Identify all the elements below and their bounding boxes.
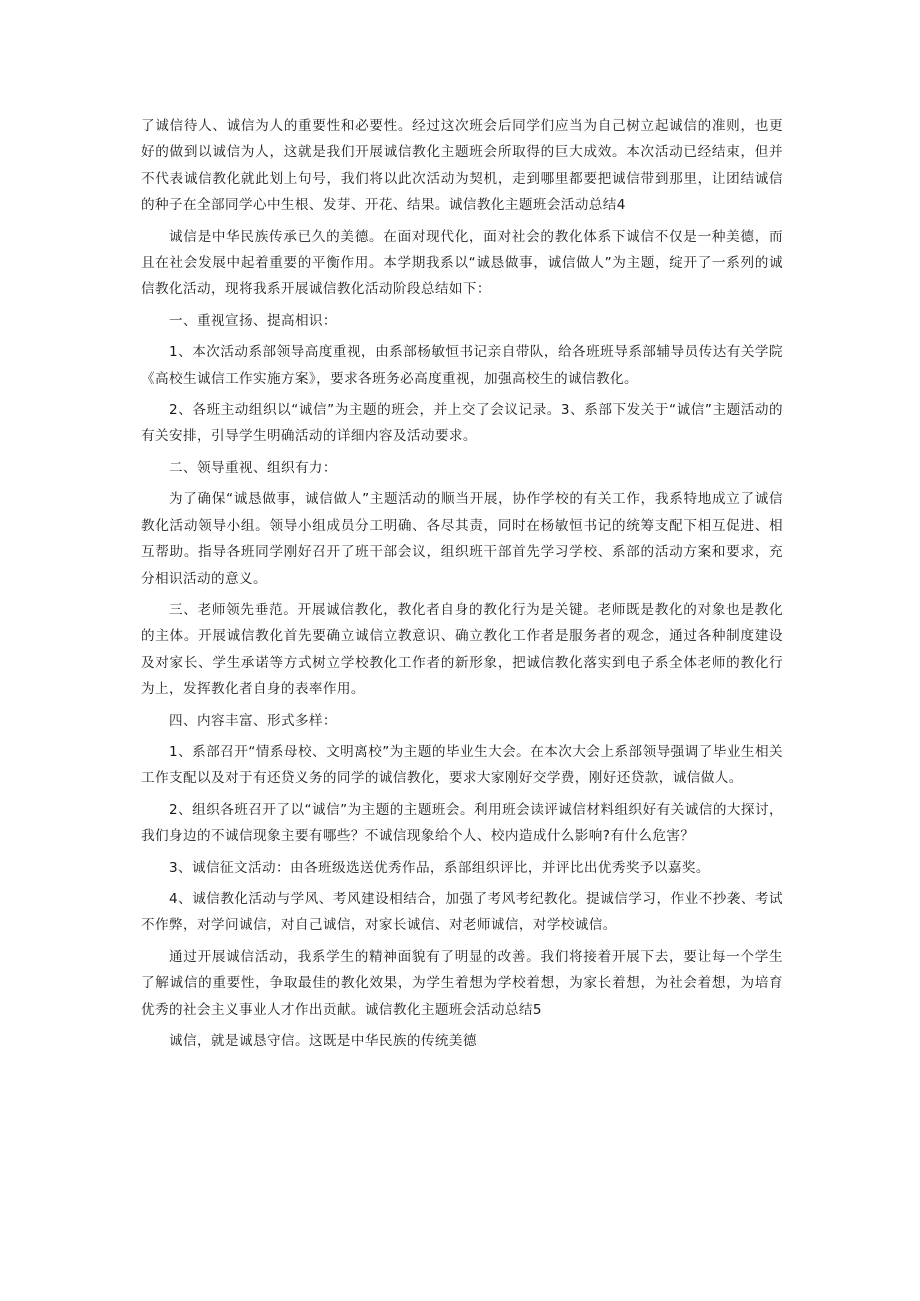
- paragraph: 2、组织各班召开了以“诚信”为主题的主题班会。利用班会读评诚信材料组织好有关诚信的大探讨，我们身边的不诚信现象主要有哪些？不诚信现象给个人、校内造成什么影响?有什么危害？: [141, 801, 783, 845]
- paragraph: 2、各班主动组织以“诚信”为主题的班会，并上交了会议记录。3、系部下发关于“诚信”主题活动的有关安排，引导学生明确活动的详细内容及活动要求。: [141, 402, 783, 445]
- paragraph: 三、老师领先垂范。开展诚信教化，教化者自身的教化行为是关键。老师既是教化的对象也是教化的主体。开展诚信教化首先要确立诚信立教意识、确立教化工作者是服务者的观念，通过各种制度建设及对家长、学生承诺等方式树立学校教化工作者的新形象，把诚信教化落实到电子系全体老师的教化行为上，发挥教化者自身的表率作用。: [141, 601, 783, 698]
- document-body: [141, 113, 783, 1059]
- paragraph: 通过开展诚信活动，我系学生的精神面貌有了明显的改善。我们将接着开展下去，要让每一个学生了解诚信的重要性，争取最佳的教化效果，为学生着想为学校着想，为家长着想，为社会着想，为培育优秀的社会主义事业人才作出贡献。诚信教化主题班会活动总结5: [141, 948, 783, 1018]
- paragraph: 4、诚信教化活动与学风、考风建设相结合，加强了考风考纪教化。提诚信学习，作业不抄袭、考试不作弊，对学问诚信，对自己诚信，对家长诚信、对老师诚信，对学校诚信。: [141, 890, 783, 934]
- section-heading: 二、领导重视、组织有力：: [169, 459, 337, 476]
- paragraph: 3、诚信征文活动：由各班级选送优秀作品，系部组织评比，并评比出优秀奖予以嘉奖。: [169, 859, 710, 876]
- paragraph: 诚信，就是诚恳守信。这既是中华民族的传统美德: [169, 1033, 477, 1049]
- section-heading: 四、内容丰富、形式多样：: [169, 712, 337, 729]
- paragraph: 1、本次活动系部领导高度重视，由系部杨敏恒书记亲自带队，给各班班导系部辅导员传达有关学院《高校生诚信工作实施方案》，要求各班务必高度重视，加强高校生的诚信教化。: [141, 344, 783, 387]
- paragraph: 了诚信待人、诚信为人的重要性和必要性。经过这次班会后同学们应当为自己树立起诚信的准则，也更好的做到以诚信为人，这就是我们开展诚信教化主题班会所取得的巨大成效。本次活动已经结束，但并不代表诚信教化就此划上句号，我们将以此次活动为契机，走到哪里都要把诚信带到那里，让团结诚信的种子在全部同学心中生根、发芽、开花、结果。诚信教化主题班会活动总结4: [141, 118, 783, 214]
- section-heading: 一、重视宣扬、提高相识：: [169, 312, 337, 329]
- paragraph: 为了确保“诚恳做事，诚信做人”主题活动的顺当开展，协作学校的有关工作，我系特地成立了诚信教化活动领导小组。领导小组成员分工明确、各尽其责，同时在杨敏恒书记的统筹支配下相互促进、相互帮助。指导各班同学刚好召开了班干部会议，组织班干部首先学习学校、系部的活动方案和要求，充分相识活动的意义。: [141, 491, 783, 587]
- paragraph: 1、系部召开“情系母校、文明离校”为主题的毕业生大会。在本次大会上系部领导强调了毕业生相关工作支配以及对于有还贷义务的同学的诚信教化，要求大家刚好交学费，刚好还贷款，诚信做人。: [141, 743, 783, 787]
- paragraph: 诚信是中华民族传承已久的美德。在面对现代化，面对社会的教化体系下诚信不仅是一种美德，而且在社会发展中起着重要的平衡作用。本学期我系以“诚恳做事，诚信做人”为主题，绽开了一系列的诚信教化活动，现将我系开展诚信教化活动阶段总结如下：: [141, 228, 783, 298]
